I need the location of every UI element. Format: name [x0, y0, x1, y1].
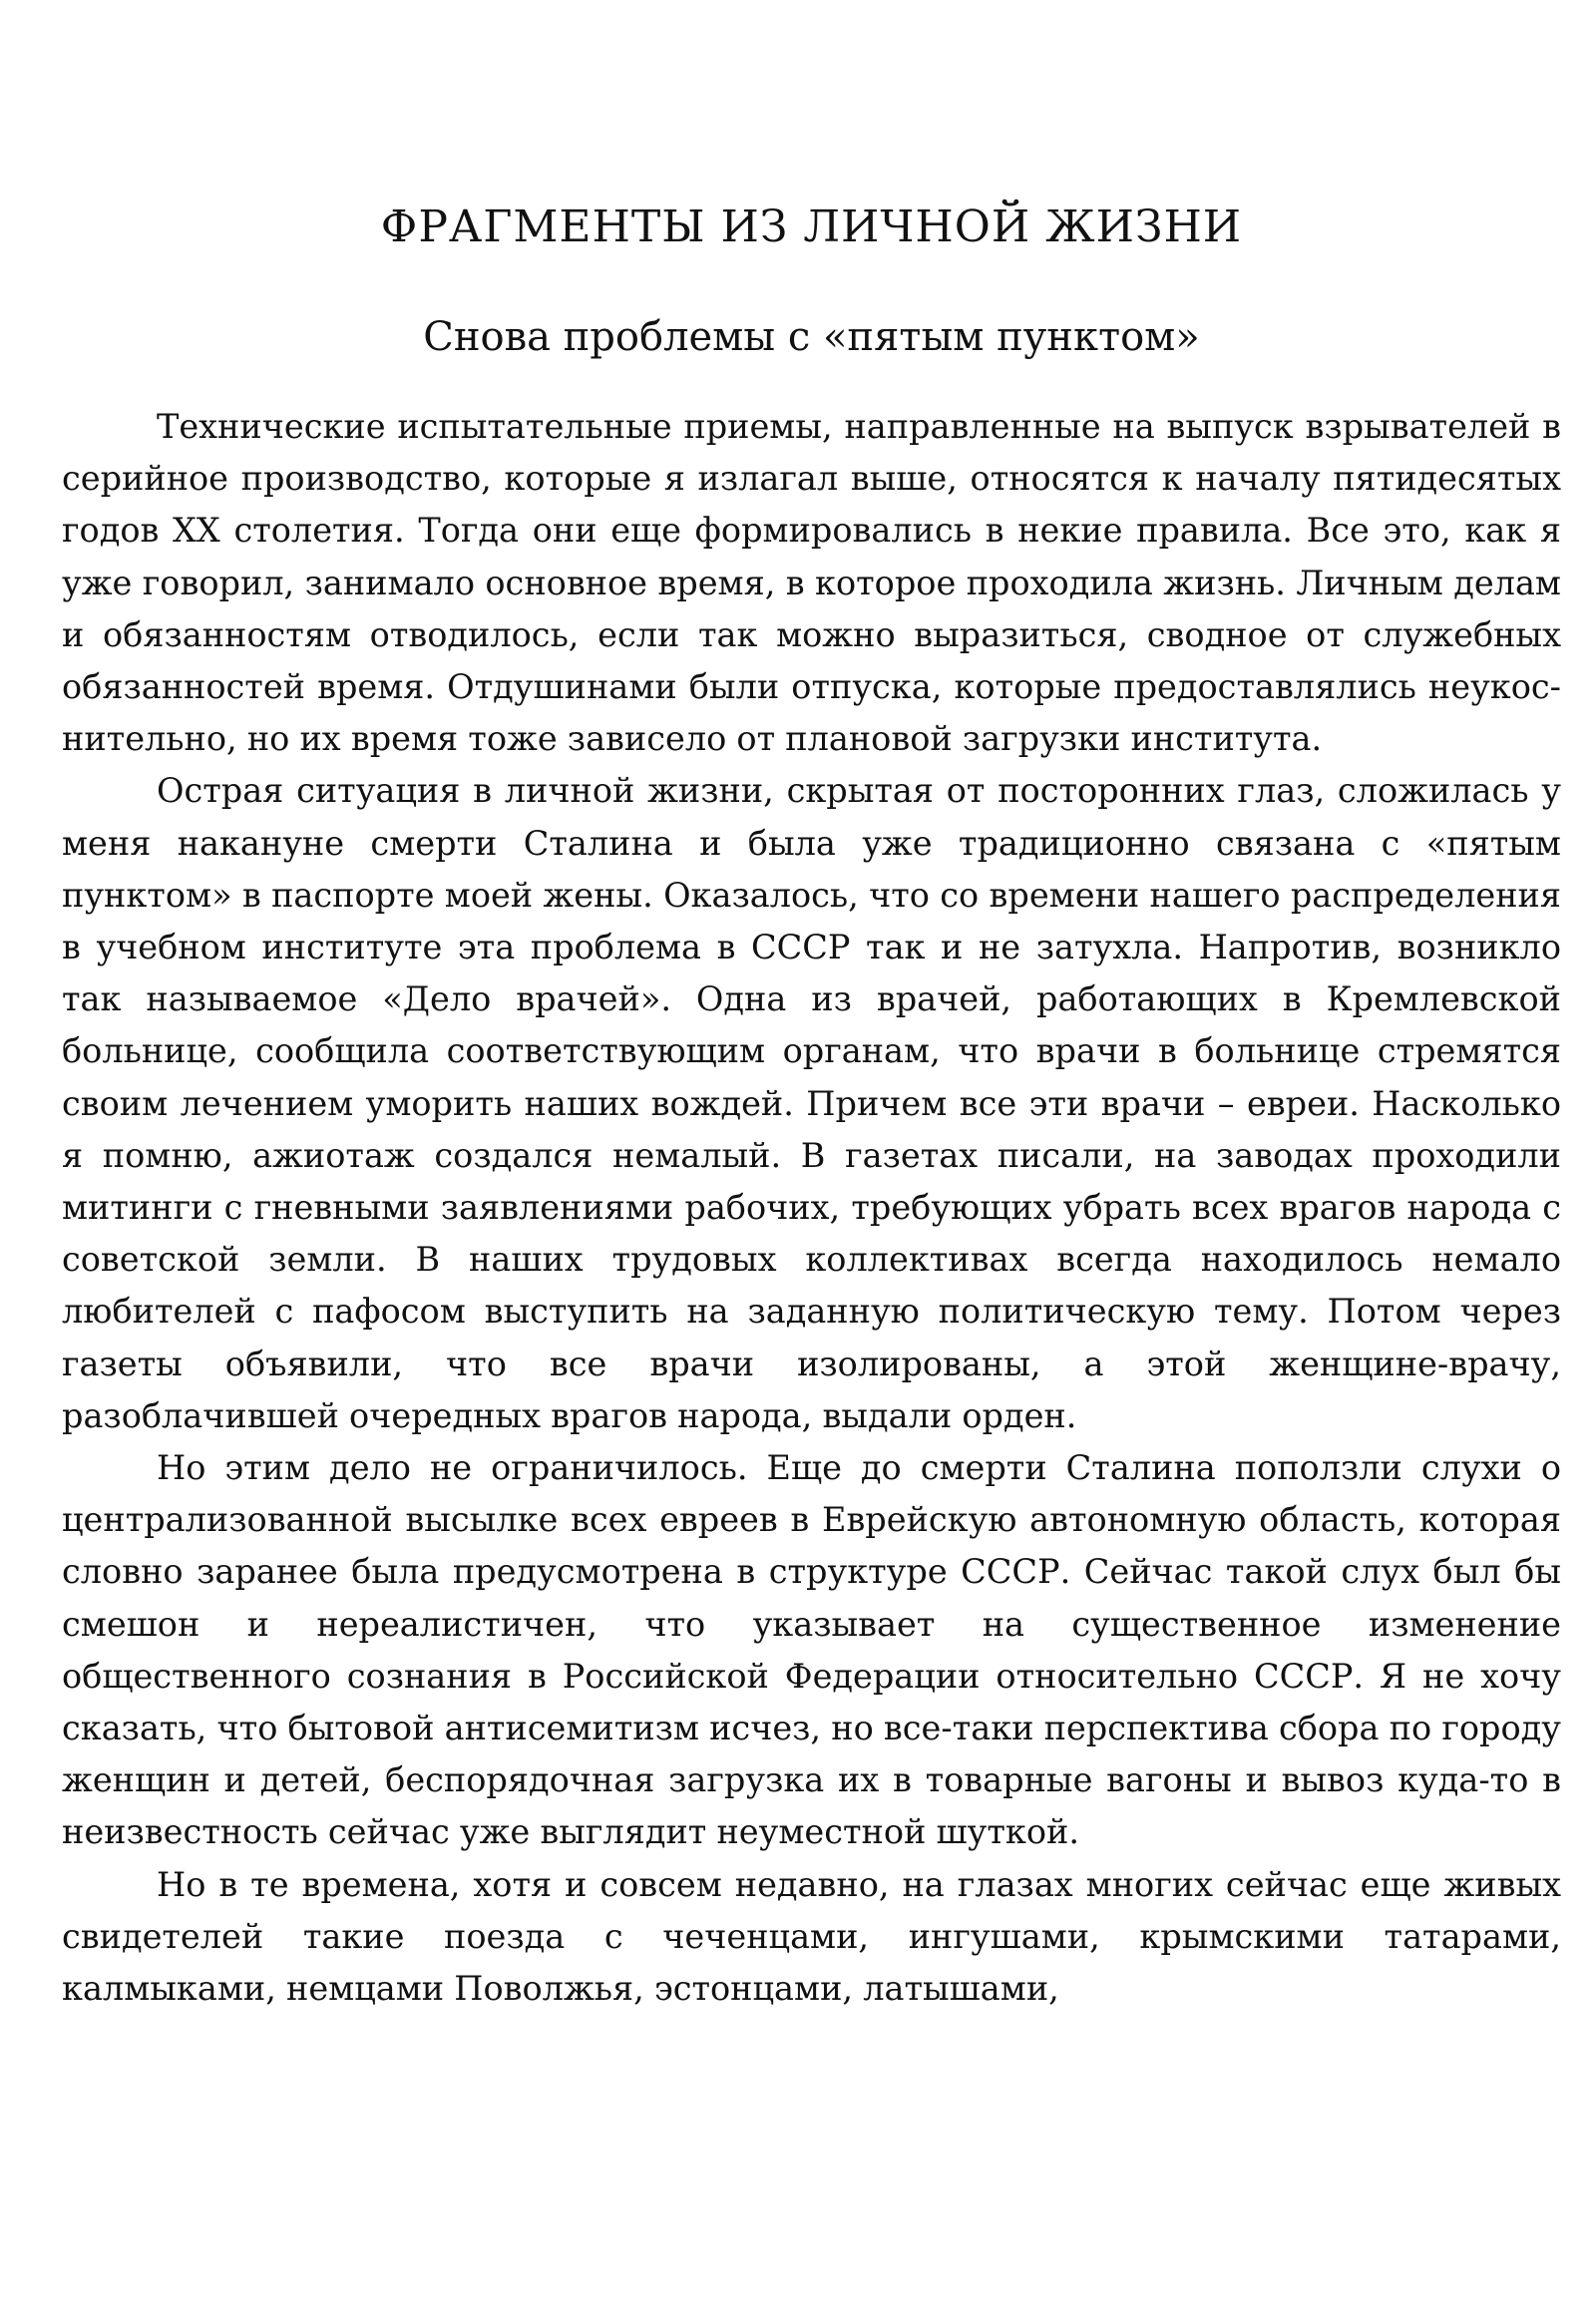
chapter-title: ФРАГМЕНТЫ ИЗ ЛИЧНОЙ ЖИЗНИ — [380, 201, 1243, 252]
paragraph-3: Но этим дело не ограничилось. Еще до смерти Сталина поползли слухи о централизованной высылке всех евреев в Еврейскую автономную область, которая словно заранее была предусмотрена в структуре СССР. Сейчас такой слух был бы смешон и нереалистичен, что указывает на существенное изменение общественного сознания в Российской Федерации относительно СССР. Я не хочу сказать, что бытовой антисемитизм исчез, но все-таки перспектива сбора по городу женщин и детей, беспорядочная загрузка их в товарные вагоны и вывоз куда-то в неизвестность сейчас уже выглядит неуместной шуткой. — [62, 1448, 1561, 1852]
section-title: Снова проблемы с «пятым пунктом» — [423, 314, 1200, 360]
paragraph-1: Технические испытательные приемы, направленные на выпуск взрывателей в серийное производство, которые я излагал выше, относятся к началу пятидесятых годов XX столетия. Тогда они еще формировались в некие правила. Все это, как я уже говорил, занимало основное время, в которое проходила жизнь. Личным делам и обязанностям отводилось, если так можно выразиться, сводное от служебных обязанностей время. Отдушинами были отпуска, которые предоставлялись неукоснительно, но их время тоже зависело от плановой загрузки института. — [62, 407, 1561, 759]
paragraph-2: Острая ситуация в личной жизни, скрытая от посторонних глаз, сложилась у меня накануне смерти Сталина и была уже традиционно связана с «пятым пунктом» в паспорте моей жены. Оказалось, что со времени нашего распределения в учебном институте эта проблема в СССР так и не затухла. Напротив, возникло так называемое «Дело врачей». Одна из врачей, работающих в Кремлевской больнице, сообщила соответствующим органам, что врачи в больнице стремятся своим лечением уморить наших вождей. Причем все эти врачи – евреи. Насколько я помню, ажиотаж создался немалый. В газетах писали, на заводах проходили митинги с гневными заявлениями рабочих, требующих убрать всех врагов народа с советской земли. В наших трудовых коллективах всегда находилось немало любителей с пафосом выступить на заданную политическую тему. Потом через газеты объявили, что все врачи изолированы, а этой женщине-врачу, разоблачившей очередных врагов народа, выдали орден. — [62, 771, 1561, 1435]
paragraph-4: Но в те времена, хотя и совсем недавно, на глазах многих сейчас еще живых свидетелей такие поезда с чеченцами, ингушами, крымскими татарами, калмыками, немцами Поволжья, эстонцами, латышами, — [62, 1864, 1561, 2009]
